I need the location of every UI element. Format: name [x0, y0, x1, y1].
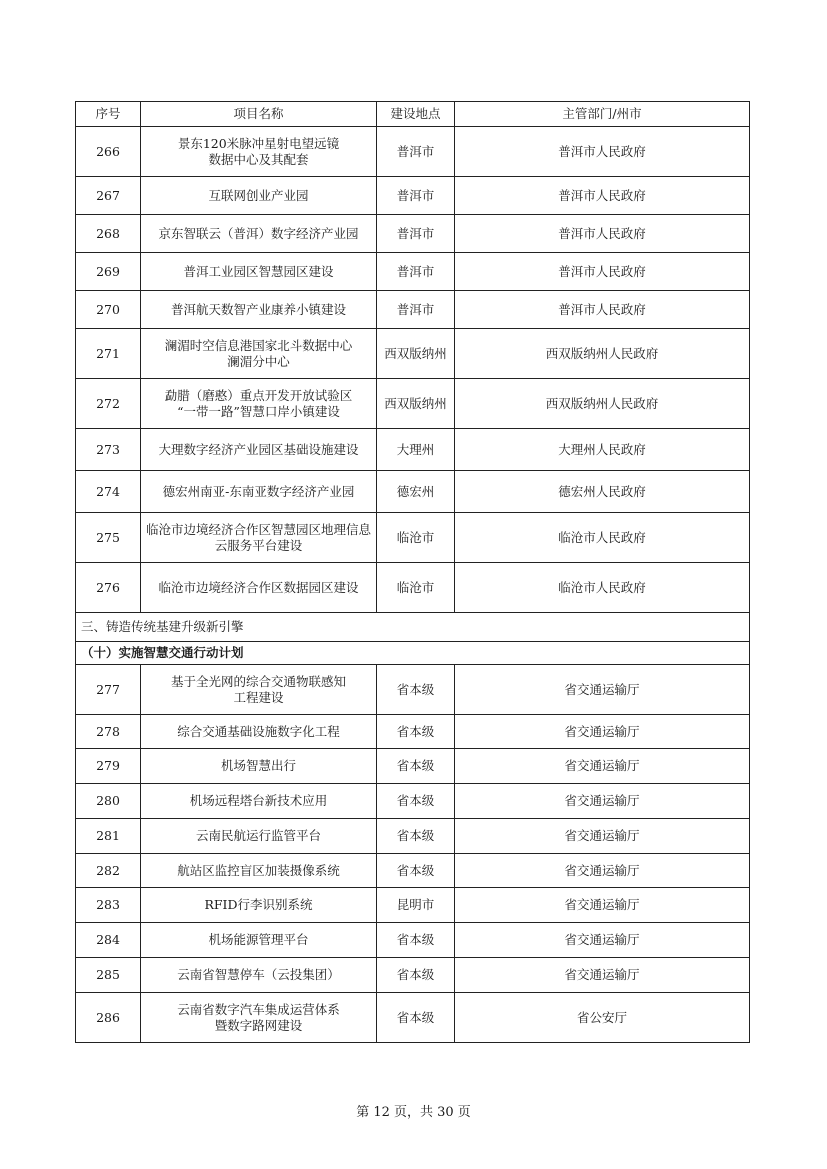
build-location: 德宏州 — [377, 471, 455, 513]
department: 普洱市人民政府 — [455, 127, 750, 177]
project-name-line: 基于全光网的综合交通物联感知 — [170, 673, 346, 689]
project-name-line: 临沧市边境经济合作区智慧园区地理信息 — [145, 521, 371, 537]
section-title-row — [76, 613, 750, 642]
project-name — [141, 715, 377, 749]
project-name — [141, 471, 377, 513]
project-name — [141, 819, 377, 854]
build-location: 省本级 — [377, 749, 455, 784]
project-name-line: 云服务平台建设 — [214, 537, 303, 553]
build-location: 临沧市 — [377, 513, 455, 563]
project-name — [141, 329, 377, 379]
table-row — [76, 749, 750, 784]
table-row — [76, 379, 750, 429]
row-number: 279 — [76, 749, 141, 784]
project-name-line: “一带一路”智慧口岸小镇建设 — [177, 403, 340, 419]
table-row — [76, 993, 750, 1043]
row-number: 267 — [76, 177, 141, 215]
row-number: 271 — [76, 329, 141, 379]
build-location: 普洱市 — [377, 177, 455, 215]
row-number: 280 — [76, 784, 141, 819]
subsection-title: （十）实施智慧交通行动计划 — [76, 642, 750, 665]
build-location: 西双版纳州 — [377, 379, 455, 429]
project-name-line: 云南省智慧停车（云投集团） — [177, 967, 340, 982]
table-row — [76, 127, 750, 177]
project-name-line: 机场远程塔台新技术应用 — [189, 793, 328, 808]
project-name-line: 云南省数字汽车集成运营体系 — [177, 1001, 340, 1017]
build-location: 普洱市 — [377, 215, 455, 253]
row-number: 283 — [76, 888, 141, 923]
project-name — [141, 993, 377, 1043]
department: 西双版纳州人民政府 — [455, 329, 750, 379]
row-number: 275 — [76, 513, 141, 563]
department: 省交通运输厅 — [455, 715, 750, 749]
table-row — [76, 958, 750, 993]
row-number: 278 — [76, 715, 141, 749]
project-name — [141, 379, 377, 429]
project-name — [141, 253, 377, 291]
project-name-line: 机场智慧出行 — [220, 758, 296, 773]
build-location: 普洱市 — [377, 291, 455, 329]
department: 省交通运输厅 — [455, 923, 750, 958]
row-number: 268 — [76, 215, 141, 253]
project-name — [141, 923, 377, 958]
header-dept: 主管部门/州市 — [455, 102, 750, 127]
department: 省交通运输厅 — [455, 784, 750, 819]
project-name — [141, 429, 377, 471]
subsection-title-row — [76, 642, 750, 665]
header-location: 建设地点 — [377, 102, 455, 127]
project-name-line: 综合交通基础设施数字化工程 — [177, 723, 340, 739]
project-name — [141, 513, 377, 563]
row-number: 284 — [76, 923, 141, 958]
department: 普洱市人民政府 — [455, 177, 750, 215]
project-name-line: 京东智联云（普洱）数字经济产业园 — [158, 225, 359, 241]
project-name-line: 互联网创业产业园 — [208, 187, 309, 203]
department: 省交通运输厅 — [455, 888, 750, 923]
build-location: 省本级 — [377, 854, 455, 888]
table-row — [76, 429, 750, 471]
department: 省公安厅 — [455, 993, 750, 1043]
project-name-line: 澜湄分中心 — [227, 353, 290, 369]
project-name-line: 航站区监控盲区加装摄像系统 — [177, 862, 340, 878]
build-location: 省本级 — [377, 784, 455, 819]
project-name-line: 大理数字经济产业园区基础设施建设 — [158, 441, 359, 457]
project-name — [141, 665, 377, 715]
project-name — [141, 888, 377, 923]
build-location: 西双版纳州 — [377, 329, 455, 379]
section-title: 三、铸造传统基建升级新引擎 — [76, 613, 750, 642]
build-location: 大理州 — [377, 429, 455, 471]
project-name-line: 景东120米脉冲星射电望远镜 — [177, 135, 340, 151]
project-name-line: RFID行李识别系统 — [204, 897, 313, 912]
table-row — [76, 253, 750, 291]
table-row — [76, 177, 750, 215]
row-number: 270 — [76, 291, 141, 329]
row-number: 276 — [76, 563, 141, 613]
build-location: 省本级 — [377, 923, 455, 958]
table-header-row — [76, 102, 750, 127]
row-number: 269 — [76, 253, 141, 291]
table-row — [76, 471, 750, 513]
project-name-line: 临沧市边境经济合作区数据园区建设 — [158, 579, 359, 595]
project-name — [141, 291, 377, 329]
project-name-line: 澜湄时空信息港国家北斗数据中心 — [164, 337, 353, 353]
department: 大理州人民政府 — [455, 429, 750, 471]
project-name — [141, 784, 377, 819]
table-row — [76, 784, 750, 819]
department: 临沧市人民政府 — [455, 563, 750, 613]
department: 德宏州人民政府 — [455, 471, 750, 513]
department: 省交通运输厅 — [455, 854, 750, 888]
table-row — [76, 854, 750, 888]
table-row — [76, 215, 750, 253]
project-name — [141, 958, 377, 993]
table-row — [76, 291, 750, 329]
row-number: 277 — [76, 665, 141, 715]
row-number: 274 — [76, 471, 141, 513]
project-name-line: 机场能源管理平台 — [208, 932, 309, 947]
project-name — [141, 563, 377, 613]
project-table-body — [76, 102, 750, 1043]
department: 普洱市人民政府 — [455, 291, 750, 329]
table-row — [76, 819, 750, 854]
project-name — [141, 215, 377, 253]
project-table — [75, 101, 750, 1043]
build-location: 省本级 — [377, 819, 455, 854]
department: 省交通运输厅 — [455, 819, 750, 854]
project-name-line: 暨数字路网建设 — [214, 1017, 303, 1033]
build-location: 普洱市 — [377, 127, 455, 177]
row-number: 285 — [76, 958, 141, 993]
table-row — [76, 888, 750, 923]
project-name — [141, 854, 377, 888]
project-name — [141, 749, 377, 784]
row-number: 281 — [76, 819, 141, 854]
project-name — [141, 127, 377, 177]
table-row — [76, 715, 750, 749]
project-name-line: 工程建设 — [233, 689, 284, 705]
build-location: 昆明市 — [377, 888, 455, 923]
project-name-line: 普洱工业园区智慧园区建设 — [183, 263, 334, 279]
build-location: 省本级 — [377, 665, 455, 715]
table-row — [76, 513, 750, 563]
row-number: 282 — [76, 854, 141, 888]
project-name-line: 德宏州南亚-东南亚数字经济产业园 — [162, 483, 355, 499]
department: 省交通运输厅 — [455, 665, 750, 715]
build-location: 省本级 — [377, 958, 455, 993]
table-row — [76, 329, 750, 379]
header-name: 项目名称 — [141, 102, 377, 127]
row-number: 273 — [76, 429, 141, 471]
department: 西双版纳州人民政府 — [455, 379, 750, 429]
build-location: 临沧市 — [377, 563, 455, 613]
project-name-line: 普洱航天数智产业康养小镇建设 — [170, 301, 346, 317]
header-no: 序号 — [76, 102, 141, 127]
table-row — [76, 563, 750, 613]
project-name-line: 勐腊（磨憨）重点开发开放试验区 — [164, 387, 353, 403]
department: 临沧市人民政府 — [455, 513, 750, 563]
row-number: 272 — [76, 379, 141, 429]
build-location: 省本级 — [377, 715, 455, 749]
project-name-line: 数据中心及其配套 — [208, 151, 309, 167]
department: 普洱市人民政府 — [455, 253, 750, 291]
row-number: 266 — [76, 127, 141, 177]
table-row — [76, 665, 750, 715]
table-row — [76, 923, 750, 958]
department: 普洱市人民政府 — [455, 215, 750, 253]
department: 省交通运输厅 — [455, 749, 750, 784]
build-location: 省本级 — [377, 993, 455, 1043]
page-footer: 第 12 页，共 30 页 — [356, 1105, 471, 1120]
build-location: 普洱市 — [377, 253, 455, 291]
project-name — [141, 177, 377, 215]
row-number: 286 — [76, 993, 141, 1043]
project-name-line: 云南民航运行监管平台 — [195, 828, 321, 843]
department: 省交通运输厅 — [455, 958, 750, 993]
